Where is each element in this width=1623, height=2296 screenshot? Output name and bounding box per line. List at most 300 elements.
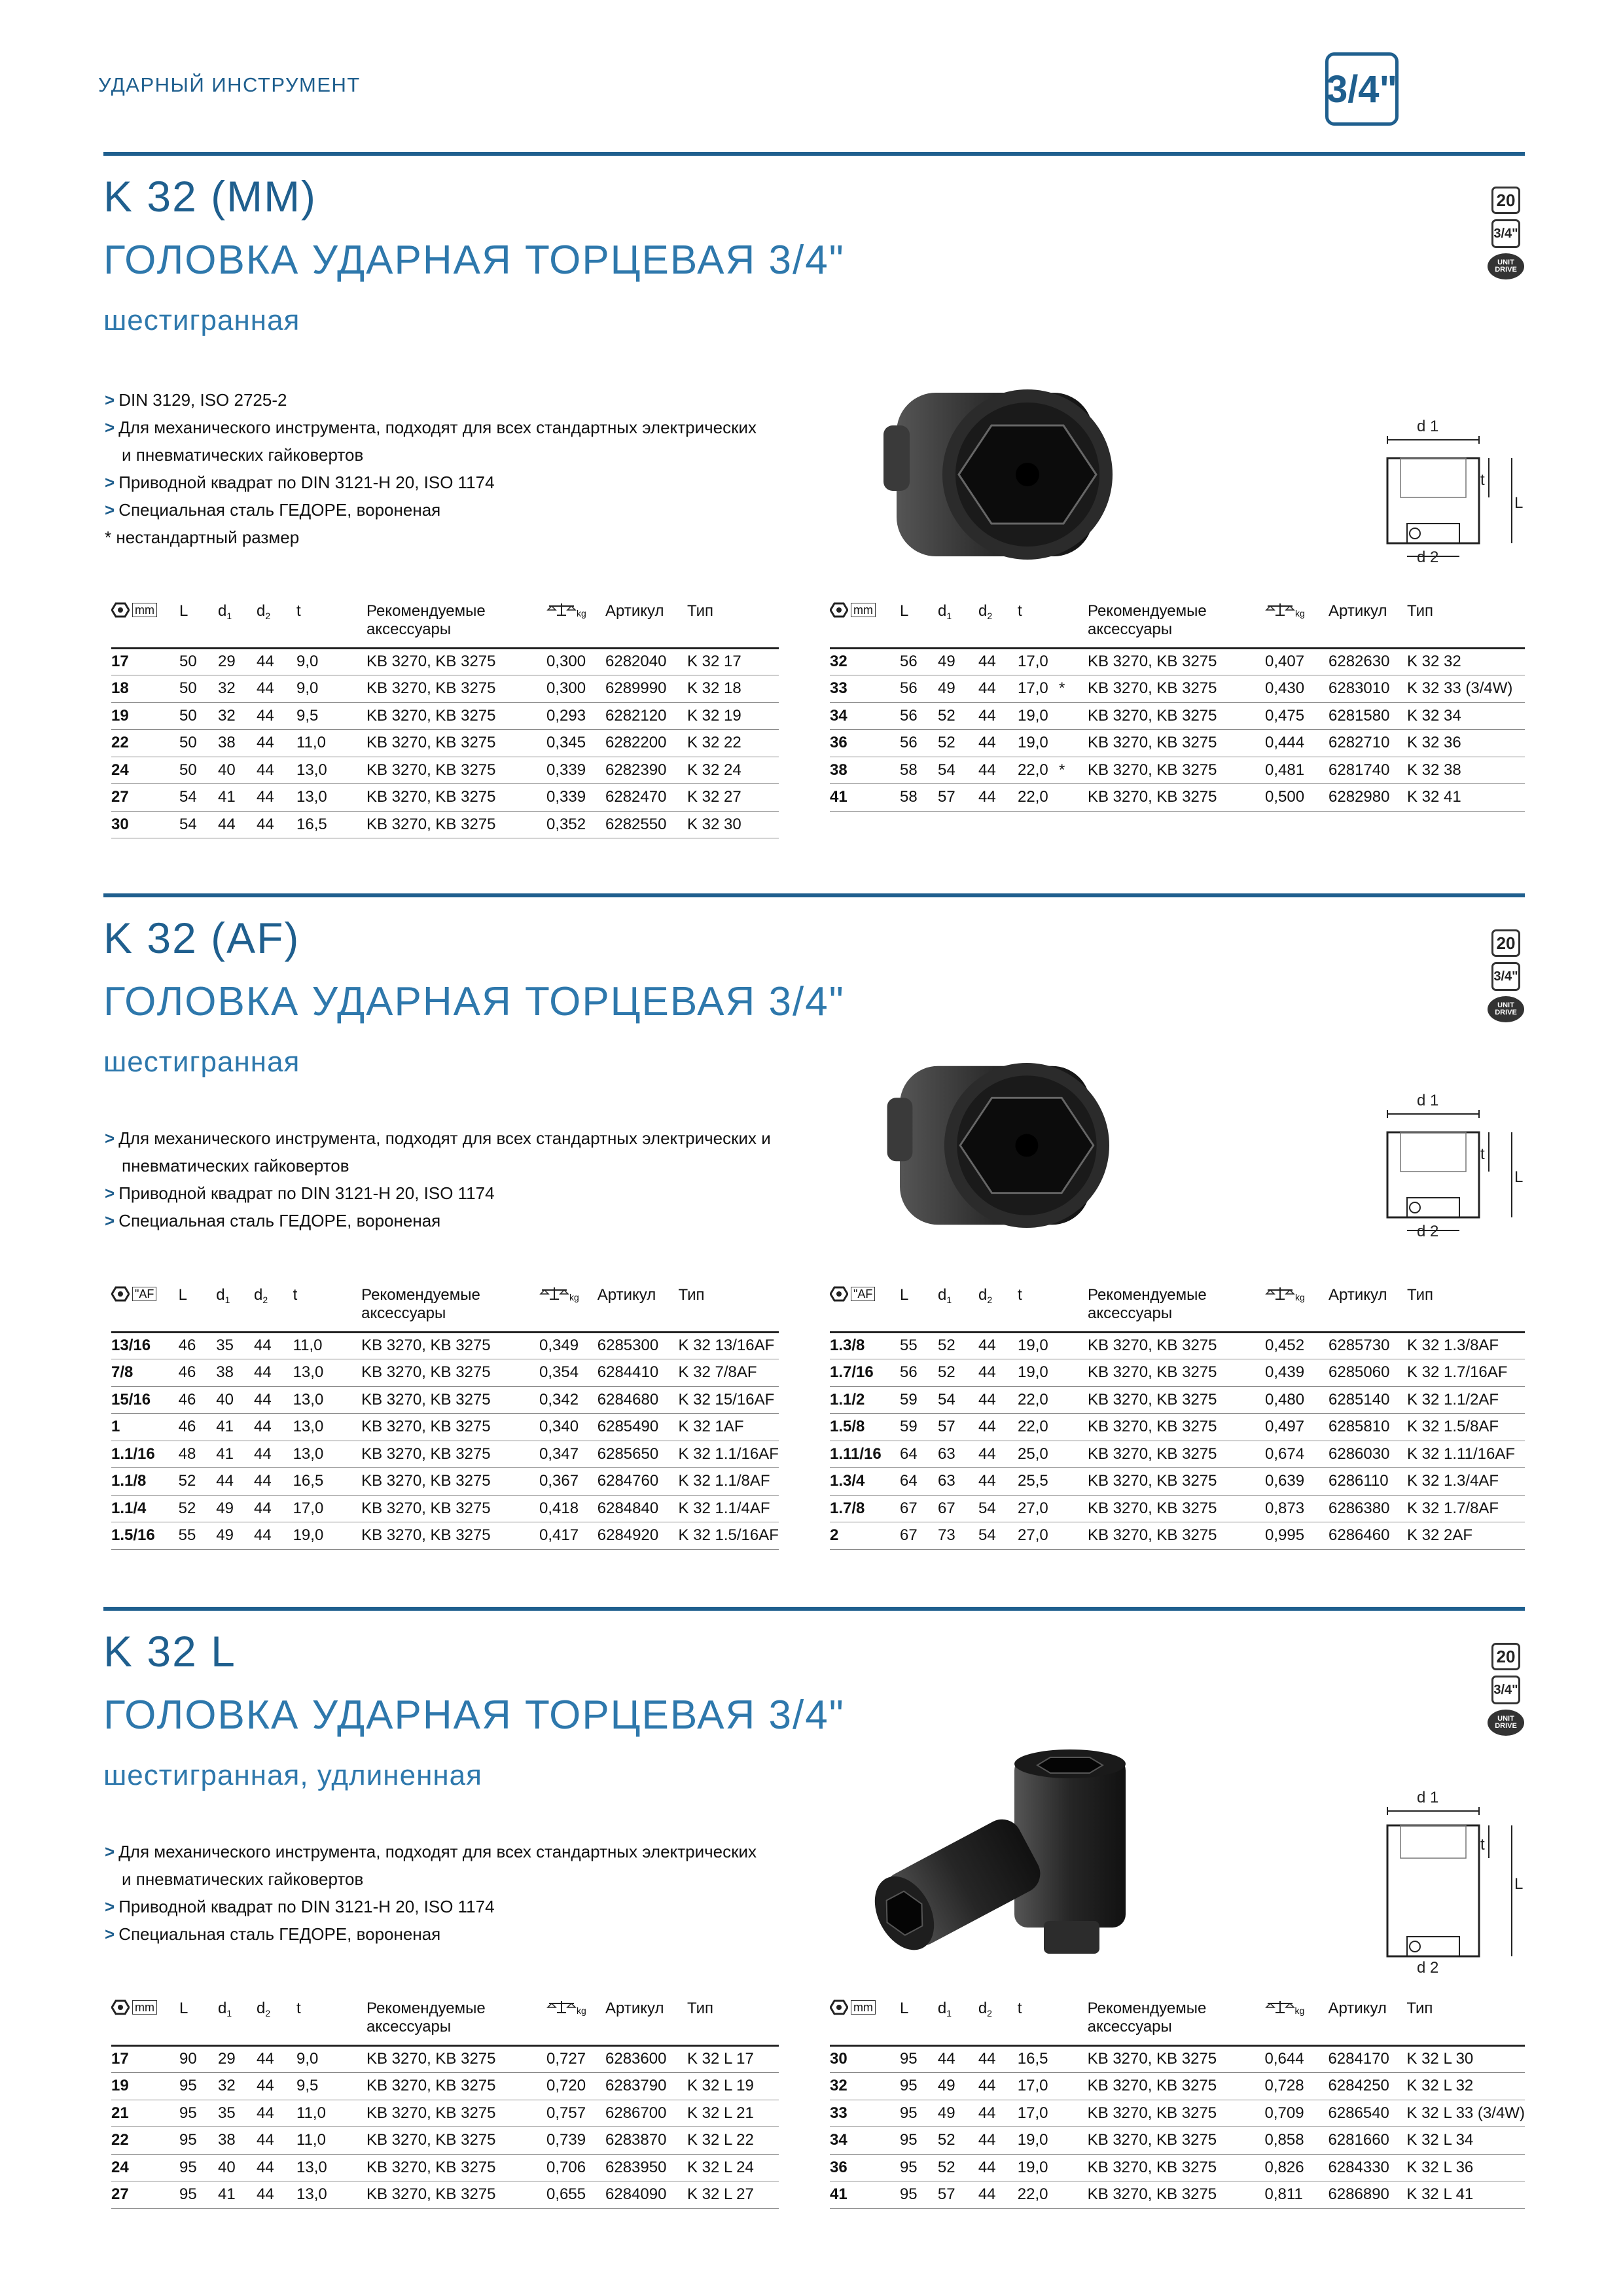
- cell-d2: 44: [257, 2154, 296, 2181]
- cell-d2: 44: [257, 811, 296, 838]
- col-note-header: [1059, 602, 1088, 648]
- cell-note: *: [1059, 675, 1088, 703]
- cell-d2: 54: [978, 1495, 1018, 1522]
- cell-type: K 32 L 33 (3/4W): [1406, 2100, 1525, 2127]
- cell-size: 27: [111, 2181, 179, 2209]
- cell-d2: 44: [257, 730, 296, 757]
- col-note-header: [1059, 2000, 1088, 2045]
- col-article-header: Артикул: [605, 2000, 687, 2045]
- cell-size: 1.1/4: [111, 1495, 179, 1522]
- col-L-header: L: [900, 1286, 938, 1332]
- cell-t: 25,0: [1018, 1441, 1059, 1468]
- cell-article: 6282710: [1329, 730, 1407, 757]
- diagram-d1-label: d 1: [1417, 1789, 1439, 1806]
- cell-size: 17: [111, 2045, 179, 2073]
- cell-type: K 32 1.3/4AF: [1407, 1468, 1525, 1496]
- cell-note: [1059, 1522, 1088, 1550]
- cell-d2: 44: [257, 702, 296, 730]
- cell-d2: 54: [978, 1522, 1018, 1550]
- cell-size: 15/16: [111, 1386, 179, 1414]
- cell-note: [347, 2154, 366, 2181]
- unit-drive-badge: UNIT DRIVE: [1488, 996, 1524, 1022]
- cell-accessories: KB 3270, KB 3275: [366, 2045, 546, 2073]
- table-row: [111, 675, 779, 703]
- cell-d1: 67: [938, 1495, 978, 1522]
- cell-accessories: KB 3270, KB 3275: [361, 1414, 539, 1441]
- cell-type: K 32 33 (3/4W): [1407, 675, 1525, 703]
- product-title: K 32 (AF): [103, 914, 300, 962]
- cell-t: 22,0: [1018, 1414, 1059, 1441]
- cell-note: [1059, 1359, 1088, 1387]
- cell-type: K 32 13/16AF: [678, 1332, 779, 1359]
- cell-type: K 32 27: [687, 784, 779, 812]
- cell-d1: 52: [938, 1332, 978, 1359]
- cell-accessories: KB 3270, KB 3275: [1088, 2045, 1265, 2073]
- cell-accessories: KB 3270, KB 3275: [366, 757, 546, 784]
- cell-t: 27,0: [1018, 1495, 1059, 1522]
- col-article-header: Артикул: [1329, 602, 1407, 648]
- weight-unit: kg: [1295, 608, 1305, 619]
- cell-note: [342, 1468, 361, 1496]
- cell-d1: 41: [218, 784, 257, 812]
- cell-L: 55: [900, 1332, 938, 1359]
- cell-note: [1059, 702, 1088, 730]
- cell-d2: 44: [978, 648, 1018, 675]
- cell-size: 1.1/8: [111, 1468, 179, 1496]
- accessories-header-line1: Рекомендуемые: [1088, 602, 1207, 620]
- cell-weight: 0,417: [539, 1522, 597, 1550]
- cell-size: 1.11/16: [830, 1441, 900, 1468]
- d2-letter: d: [253, 1286, 263, 1304]
- drive-fraction-badge: 3/4": [1491, 1676, 1520, 1704]
- unit-drive-badge: UNIT DRIVE: [1488, 1710, 1524, 1736]
- diagram-L-label: L: [1514, 1875, 1524, 1893]
- cell-article: 6284170: [1328, 2045, 1406, 2073]
- d2-sub: 2: [987, 1295, 993, 1305]
- cell-d2: 44: [254, 1414, 293, 1441]
- col-type-header: Тип: [1407, 1286, 1525, 1332]
- cell-note: [1059, 2073, 1088, 2100]
- d2-letter: d: [257, 602, 266, 620]
- cell-note: [347, 648, 366, 675]
- cell-accessories: KB 3270, KB 3275: [1088, 2154, 1265, 2181]
- diagram-t-label: t: [1480, 471, 1485, 489]
- cell-weight: 0,757: [546, 2100, 605, 2127]
- cell-article: 6283600: [605, 2045, 687, 2073]
- cell-note: [342, 1414, 361, 1441]
- table-right: [830, 1286, 1525, 1550]
- cell-weight: 0,430: [1265, 675, 1329, 703]
- cell-t: 25,5: [1018, 1468, 1059, 1496]
- cell-weight: 0,300: [546, 675, 605, 703]
- cell-type: K 32 36: [1407, 730, 1525, 757]
- cell-L: 95: [900, 2100, 938, 2127]
- cell-accessories: KB 3270, KB 3275: [366, 2100, 546, 2127]
- table-row: [111, 2154, 779, 2181]
- feature-text: Приводной квадрат по DIN 3121-H 20, ISO 1174: [118, 473, 495, 492]
- cell-L: 58: [900, 757, 938, 784]
- cell-accessories: KB 3270, KB 3275: [361, 1332, 539, 1359]
- cell-article: 6285140: [1329, 1386, 1407, 1414]
- cell-weight: 0,873: [1265, 1495, 1329, 1522]
- cell-note: [342, 1495, 361, 1522]
- diagram-L-label: L: [1514, 494, 1524, 512]
- col-article-header: Артикул: [605, 602, 687, 648]
- cell-L: 50: [179, 675, 218, 703]
- cell-d2: 44: [257, 675, 296, 703]
- cell-article: 6282040: [605, 648, 687, 675]
- cell-article: 6286030: [1329, 1441, 1407, 1468]
- d2-sub: 2: [265, 611, 271, 621]
- table-header-row: [111, 602, 779, 648]
- cell-note: [347, 784, 366, 812]
- chevron-right-icon: >: [105, 1924, 115, 1944]
- cell-article: 6286540: [1328, 2100, 1406, 2127]
- d1-sub: 1: [946, 2008, 952, 2018]
- cell-t: 11,0: [296, 2100, 347, 2127]
- cell-d2: 44: [978, 1359, 1018, 1387]
- cell-article: 6285810: [1329, 1414, 1407, 1441]
- col-L-header: L: [179, 602, 218, 648]
- cell-L: 56: [900, 648, 938, 675]
- cell-article: 6284090: [605, 2181, 687, 2209]
- cell-type: K 32 1.11/16AF: [1407, 1441, 1525, 1468]
- table-row: [830, 730, 1525, 757]
- table-row: [111, 1441, 779, 1468]
- cell-accessories: KB 3270, KB 3275: [1088, 757, 1265, 784]
- cell-L: 55: [179, 1522, 217, 1550]
- cell-weight: 0,439: [1265, 1359, 1329, 1387]
- cell-t: 16,5: [293, 1468, 343, 1496]
- cell-t: 22,0: [1018, 1386, 1059, 1414]
- cell-weight: 0,300: [546, 648, 605, 675]
- cell-d2: 44: [254, 1522, 293, 1550]
- cell-L: 67: [900, 1522, 938, 1550]
- cell-L: 67: [900, 1495, 938, 1522]
- cell-t: 11,0: [296, 730, 347, 757]
- cell-size: 1.5/8: [830, 1414, 900, 1441]
- cell-type: K 32 18: [687, 675, 779, 703]
- cell-d2: 44: [257, 784, 296, 812]
- cell-d1: 44: [216, 1468, 254, 1496]
- cell-accessories: KB 3270, KB 3275: [361, 1495, 539, 1522]
- d2-sub: 2: [262, 1295, 268, 1305]
- cell-d1: 35: [218, 2100, 257, 2127]
- cell-L: 56: [900, 675, 938, 703]
- weight-unit: kg: [577, 608, 586, 619]
- cell-L: 54: [179, 811, 218, 838]
- diagram-t-label: t: [1480, 1145, 1485, 1163]
- table-row: [830, 2127, 1525, 2155]
- cell-d1: 49: [938, 2100, 978, 2127]
- col-d2-header: [978, 602, 1018, 648]
- cell-t: 22,0: [1018, 2181, 1059, 2209]
- cell-d2: 44: [257, 2073, 296, 2100]
- weight-unit: kg: [1294, 2005, 1305, 2016]
- cell-size: 19: [111, 2073, 179, 2100]
- table-row: [111, 730, 779, 757]
- col-L-header: L: [900, 2000, 938, 2045]
- cell-weight: 0,858: [1265, 2127, 1329, 2155]
- col-d2-header: [257, 602, 296, 648]
- col-size-header: [830, 1286, 900, 1332]
- cell-d1: 73: [938, 1522, 978, 1550]
- cell-d1: 54: [938, 1386, 978, 1414]
- cell-note: [347, 2127, 366, 2155]
- col-note-header: [347, 602, 366, 648]
- cell-accessories: KB 3270, KB 3275: [366, 702, 546, 730]
- feature-text: и пневматических гайковертов: [122, 1869, 364, 1889]
- hex-size-icon: [830, 2000, 876, 2015]
- d1-sub: 1: [946, 1295, 952, 1305]
- cell-accessories: KB 3270, KB 3275: [361, 1441, 539, 1468]
- cell-note: [1059, 1332, 1088, 1359]
- drive-size-badge: [1325, 52, 1399, 126]
- d1-letter: d: [218, 602, 227, 620]
- cell-article: 6285060: [1329, 1359, 1407, 1387]
- table-row: [830, 1468, 1525, 1496]
- cell-note: [342, 1359, 361, 1387]
- size-20-badge: 20: [1491, 1643, 1520, 1670]
- cell-weight: 0,407: [1265, 648, 1329, 675]
- cell-size: 33: [830, 675, 900, 703]
- cell-d1: 41: [218, 2181, 257, 2209]
- cell-accessories: KB 3270, KB 3275: [366, 675, 546, 703]
- product-description: шестигранная, удлиненная: [103, 1759, 482, 1791]
- table-row: [830, 2154, 1525, 2181]
- spec-badges: [1489, 1643, 1523, 1736]
- cell-note: [347, 2045, 366, 2073]
- feature-text: DIN 3129, ISO 2725-2: [118, 390, 287, 410]
- cell-accessories: KB 3270, KB 3275: [1088, 1441, 1265, 1468]
- cell-t: 17,0: [1018, 675, 1059, 703]
- cell-article: 6282470: [605, 784, 687, 812]
- cell-size: 24: [111, 2154, 179, 2181]
- feature-text: Специальная сталь ГЕДОРЕ, вороненая: [118, 1924, 441, 1944]
- diagram-d1-label: d 1: [1417, 418, 1439, 435]
- table-row: [111, 1468, 779, 1496]
- cell-d1: 32: [218, 675, 257, 703]
- cell-size: 41: [830, 784, 900, 812]
- cell-d2: 44: [254, 1359, 293, 1387]
- cell-article: 6286380: [1329, 1495, 1407, 1522]
- table-left: [111, 1286, 779, 1550]
- cell-L: 95: [900, 2045, 938, 2073]
- col-note-header: [342, 1286, 361, 1332]
- table-header-row: [111, 1286, 779, 1332]
- cell-note: [1059, 648, 1088, 675]
- cell-accessories: KB 3270, KB 3275: [361, 1386, 539, 1414]
- cell-weight: 0,720: [546, 2073, 605, 2100]
- cell-type: K 32 7/8AF: [678, 1359, 779, 1387]
- cell-article: 6289990: [605, 675, 687, 703]
- table-row: [111, 1359, 779, 1387]
- cell-t: 17,0: [1018, 648, 1059, 675]
- cell-d2: 44: [978, 2100, 1018, 2127]
- cell-article: 6281580: [1329, 702, 1407, 730]
- cell-accessories: KB 3270, KB 3275: [366, 2127, 546, 2155]
- table-row: [111, 1332, 779, 1359]
- cell-accessories: KB 3270, KB 3275: [361, 1359, 539, 1387]
- cell-article: 6284680: [597, 1386, 679, 1414]
- col-size-header: [830, 602, 900, 648]
- cell-note: [342, 1332, 361, 1359]
- col-article-header: Артикул: [1328, 2000, 1406, 2045]
- cell-accessories: KB 3270, KB 3275: [1088, 730, 1265, 757]
- col-d1-header: [216, 1286, 254, 1332]
- cell-d1: 57: [938, 1414, 978, 1441]
- table-row: [830, 784, 1525, 812]
- cell-d2: 44: [254, 1332, 293, 1359]
- cell-d2: 44: [978, 757, 1018, 784]
- cell-type: K 32 41: [1407, 784, 1525, 812]
- table-row: [111, 2045, 779, 2073]
- cell-weight: 0,342: [539, 1386, 597, 1414]
- cell-weight: 0,444: [1265, 730, 1329, 757]
- d2-sub: 2: [987, 2008, 992, 2018]
- cell-type: K 32 L 21: [687, 2100, 779, 2127]
- cell-d1: 40: [218, 2154, 257, 2181]
- col-type-header: Тип: [1407, 602, 1525, 648]
- chevron-right-icon: >: [105, 1211, 115, 1230]
- diagram-d1-label: d 1: [1417, 1092, 1439, 1109]
- cell-weight: 0,293: [546, 702, 605, 730]
- col-article-header: Артикул: [1329, 1286, 1407, 1332]
- feature-item: [105, 1152, 771, 1179]
- cell-type: K 32 22: [687, 730, 779, 757]
- cell-d1: 49: [216, 1495, 254, 1522]
- cell-d1: 49: [938, 648, 978, 675]
- cell-t: 13,0: [293, 1359, 343, 1387]
- col-weight-header: [546, 602, 605, 648]
- cell-type: K 32 17: [687, 648, 779, 675]
- cell-article: 6285650: [597, 1441, 679, 1468]
- col-type-header: Тип: [1406, 2000, 1525, 2045]
- cell-d2: 44: [978, 675, 1018, 703]
- cell-size: 32: [830, 2073, 900, 2100]
- diagram-d2-label: d 2: [1417, 1223, 1439, 1240]
- drive-fraction-badge: 3/4": [1491, 962, 1520, 991]
- cell-d1: 52: [938, 2127, 978, 2155]
- product-description: шестигранная: [103, 304, 300, 336]
- cell-L: 64: [900, 1441, 938, 1468]
- cell-d1: 40: [218, 757, 257, 784]
- cell-L: 58: [900, 784, 938, 812]
- cell-weight: 0,340: [539, 1414, 597, 1441]
- feature-text: Для механического инструмента, подходят для всех стандартных электрических и: [118, 1128, 771, 1148]
- weight-scale-icon: [1265, 1287, 1295, 1304]
- cell-note: [1059, 2181, 1088, 2209]
- cell-weight: 0,995: [1265, 1522, 1329, 1550]
- cell-L: 56: [900, 1359, 938, 1387]
- chevron-right-icon: >: [105, 1897, 115, 1916]
- cell-L: 90: [179, 2045, 218, 2073]
- cell-d2: 44: [257, 2100, 296, 2127]
- cell-L: 95: [179, 2154, 218, 2181]
- feature-text: Специальная сталь ГЕДОРЕ, вороненая: [118, 500, 441, 520]
- weight-scale-icon: [546, 2000, 577, 2018]
- col-d2-header: [254, 1286, 293, 1332]
- d1-sub: 1: [946, 611, 952, 621]
- cell-size: 30: [111, 811, 179, 838]
- feature-list: [105, 1124, 771, 1234]
- col-L-header: L: [179, 1286, 217, 1332]
- cell-d1: 35: [216, 1332, 254, 1359]
- cell-d2: 44: [254, 1441, 293, 1468]
- cell-size: 22: [111, 2127, 179, 2155]
- accessories-header-line2: аксессуары: [361, 1304, 446, 1322]
- table-row: [111, 1414, 779, 1441]
- chevron-right-icon: >: [105, 1842, 115, 1861]
- cell-d2: 44: [978, 2045, 1018, 2073]
- cell-L: 46: [179, 1414, 217, 1441]
- cell-t: 13,0: [293, 1386, 343, 1414]
- unit-label: "AF: [851, 1287, 875, 1301]
- cell-type: K 32 1.7/8AF: [1407, 1495, 1525, 1522]
- feature-item: [105, 414, 757, 441]
- cell-L: 95: [900, 2154, 938, 2181]
- cell-t: 16,5: [1018, 2045, 1059, 2073]
- col-d2-header: [978, 1286, 1018, 1332]
- cell-weight: 0,709: [1265, 2100, 1329, 2127]
- table-row: [830, 1386, 1525, 1414]
- diagram-t-label: t: [1480, 1836, 1485, 1854]
- cell-t: 13,0: [296, 2181, 347, 2209]
- table-row: [830, 1495, 1525, 1522]
- cell-d2: 44: [978, 1332, 1018, 1359]
- product-subtitle: ГОЛОВКА УДАРНАЯ ТОРЦЕВАЯ 3/4": [103, 979, 845, 1024]
- cell-note: [342, 1522, 361, 1550]
- cell-note: [1059, 730, 1088, 757]
- cell-L: 95: [179, 2100, 218, 2127]
- col-t-header: t: [293, 1286, 343, 1332]
- cell-size: 24: [111, 757, 179, 784]
- cell-article: 6282200: [605, 730, 687, 757]
- col-weight-header: [539, 1286, 597, 1332]
- cell-article: 6284250: [1328, 2073, 1406, 2100]
- cell-type: K 32 1.1/16AF: [678, 1441, 779, 1468]
- unit-label: "AF: [132, 1287, 156, 1301]
- cell-d1: 49: [938, 675, 978, 703]
- cell-note: [347, 811, 366, 838]
- cell-type: K 32 1.7/16AF: [1407, 1359, 1525, 1387]
- weight-scale-icon: [546, 603, 577, 620]
- cell-article: 6284840: [597, 1495, 679, 1522]
- d1-sub: 1: [226, 2008, 232, 2018]
- cell-article: 6283950: [605, 2154, 687, 2181]
- unit-label: mm: [851, 603, 876, 617]
- cell-article: 6282120: [605, 702, 687, 730]
- feature-item: [105, 1838, 757, 1865]
- cell-type: K 32 L 19: [687, 2073, 779, 2100]
- cell-L: 56: [900, 730, 938, 757]
- cell-article: 6285300: [597, 1332, 679, 1359]
- cell-L: 46: [179, 1332, 217, 1359]
- cell-weight: 0,349: [539, 1332, 597, 1359]
- table-row: [830, 1441, 1525, 1468]
- chevron-right-icon: >: [105, 473, 115, 492]
- cell-size: 2: [830, 1522, 900, 1550]
- d2-letter: d: [978, 2000, 988, 2017]
- cell-note: [1059, 1386, 1088, 1414]
- d2-letter: d: [257, 2000, 266, 2017]
- cell-d1: 44: [218, 811, 257, 838]
- cell-size: 19: [111, 702, 179, 730]
- table-header-row: [830, 2000, 1525, 2045]
- cell-d1: 57: [938, 2181, 978, 2209]
- cell-L: 95: [900, 2181, 938, 2209]
- weight-unit: kg: [569, 1292, 579, 1302]
